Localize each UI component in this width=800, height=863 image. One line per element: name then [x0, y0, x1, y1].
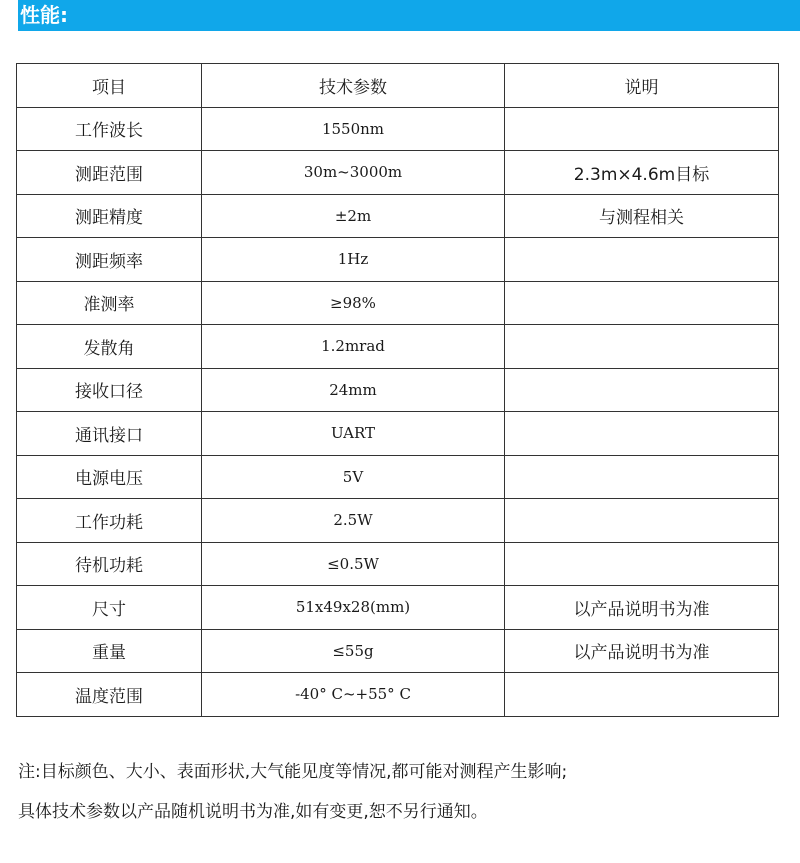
table-row	[17, 194, 779, 238]
table-row	[17, 107, 779, 151]
table-row	[17, 325, 779, 369]
spec-item-cell: 测距范围	[17, 151, 202, 195]
section-header-bar	[18, 0, 800, 31]
spec-note-cell	[505, 542, 779, 586]
table-row	[17, 499, 779, 543]
column-header-parameter: 技术参数	[202, 64, 505, 108]
table-row	[17, 412, 779, 456]
spec-item-cell: 尺寸	[17, 586, 202, 630]
spec-note-cell	[505, 107, 779, 151]
table-row	[17, 629, 779, 673]
spec-item-cell: 测距精度	[17, 194, 202, 238]
spec-item-cell: 重量	[17, 629, 202, 673]
section-title: 性能:	[20, 3, 68, 27]
table-row	[17, 238, 779, 282]
spec-item-cell: 发散角	[17, 325, 202, 369]
table-row	[17, 281, 779, 325]
table-row	[17, 368, 779, 412]
spec-item-cell: 工作功耗	[17, 499, 202, 543]
spec-note-cell: 2.3m×4.6m目标	[505, 151, 779, 195]
spec-value-cell: 2.5W	[202, 499, 505, 543]
spec-value-cell: 24mm	[202, 368, 505, 412]
spec-note-cell	[505, 281, 779, 325]
spec-value-cell: -40° C~+55° C	[202, 673, 505, 717]
spec-item-cell: 通讯接口	[17, 412, 202, 456]
footnote-line-2: 具体技术参数以产品随机说明书为准,如有变更,恕不另行通知。	[18, 802, 488, 822]
spec-item-cell: 接收口径	[17, 368, 202, 412]
spec-note-cell	[505, 368, 779, 412]
column-header-notes: 说明	[505, 64, 779, 108]
spec-item-cell: 电源电压	[17, 455, 202, 499]
table-row	[17, 542, 779, 586]
spec-table	[16, 63, 779, 717]
table-row	[17, 673, 779, 717]
table-row	[17, 586, 779, 630]
spec-value-cell: 51x49x28(mm)	[202, 586, 505, 630]
spec-note-cell	[505, 238, 779, 282]
spec-value-cell: UART	[202, 412, 505, 456]
spec-value-cell: ≤55g	[202, 629, 505, 673]
table-row	[17, 151, 779, 195]
spec-value-cell: ≥98%	[202, 281, 505, 325]
table-header-row	[17, 64, 779, 108]
spec-note-cell	[505, 325, 779, 369]
spec-value-cell: 1550nm	[202, 107, 505, 151]
spec-note-cell	[505, 499, 779, 543]
spec-note-cell: 以产品说明书为准	[505, 629, 779, 673]
spec-value-cell: 1.2mrad	[202, 325, 505, 369]
spec-value-cell: 5V	[202, 455, 505, 499]
spec-note-cell	[505, 455, 779, 499]
column-header-item: 项目	[17, 64, 202, 108]
spec-value-cell: 1Hz	[202, 238, 505, 282]
spec-item-cell: 准测率	[17, 281, 202, 325]
spec-item-cell: 工作波长	[17, 107, 202, 151]
spec-item-cell: 待机功耗	[17, 542, 202, 586]
spec-value-cell: ±2m	[202, 194, 505, 238]
spec-value-cell: ≤0.5W	[202, 542, 505, 586]
spec-note-cell	[505, 673, 779, 717]
spec-note-cell	[505, 412, 779, 456]
footnote-line-1: 注:目标颜色、大小、表面形状,大气能见度等情况,都可能对测程产生影响;	[18, 762, 568, 782]
spec-note-cell: 以产品说明书为准	[505, 586, 779, 630]
table-row	[17, 455, 779, 499]
spec-note-cell: 与测程相关	[505, 194, 779, 238]
spec-item-cell: 测距频率	[17, 238, 202, 282]
spec-item-cell: 温度范围	[17, 673, 202, 717]
spec-value-cell: 30m~3000m	[202, 151, 505, 195]
